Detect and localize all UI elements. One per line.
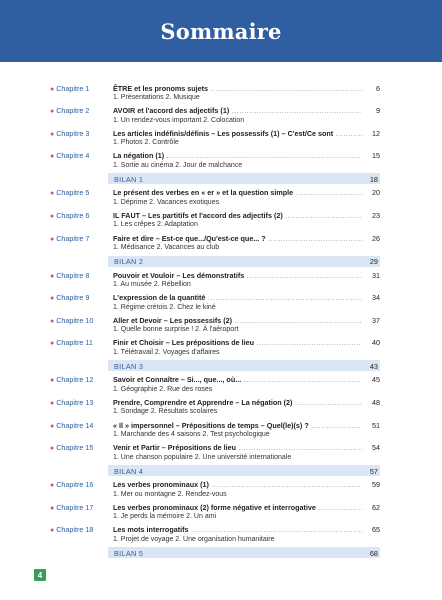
chapter-subtopics: 1. Sortie au cinéma 2. Jour de malchance	[113, 161, 243, 169]
toc-chapter-row	[0, 187, 442, 199]
bilan-row	[108, 547, 380, 558]
bilan-row	[108, 173, 380, 184]
chapter-title: Les mots interrogatifs .....	[113, 525, 378, 534]
bullet-icon: ●	[50, 272, 55, 280]
bullet-icon: ●	[50, 317, 55, 325]
page-number: 4	[34, 569, 46, 581]
chapter-label-text: Chapitre 12	[56, 375, 94, 385]
page-header	[0, 0, 442, 62]
toc-chapter-row	[0, 292, 442, 304]
chapter-label	[50, 151, 110, 160]
chapter-page-number: 59	[362, 480, 380, 489]
chapter-label-text: Chapitre 1	[56, 83, 90, 93]
chapter-label	[50, 211, 110, 220]
bullet-icon: ●	[50, 212, 55, 220]
toc-chapter-row	[0, 337, 442, 349]
chapter-page-number: 23	[362, 211, 380, 220]
chapter-title: Pouvoir et Vouloir – Les démonstratifs .....	[113, 271, 378, 280]
bilan-page-number: 18	[369, 174, 378, 184]
chapter-label	[50, 338, 110, 347]
bilan-label: BILAN 1	[114, 174, 144, 184]
chapter-label	[50, 106, 110, 115]
chapter-page-number: 37	[362, 316, 380, 325]
chapter-label-text: Chapitre 9	[56, 293, 90, 303]
bullet-icon: ●	[50, 340, 55, 348]
chapter-label	[50, 398, 110, 407]
bullet-icon: ●	[50, 190, 55, 198]
chapter-label-text: Chapitre 6	[56, 210, 90, 220]
chapter-subtopics: 1. Un rendez-vous important 2. Colocation	[113, 116, 245, 124]
chapter-subtopics: 1. Géographie 2. Rue des roses	[113, 385, 213, 393]
chapter-label	[50, 271, 110, 280]
chapter-title: « Il » impersonnel – Prépositions de temps – Quel(le)(s) ? .....	[113, 421, 378, 430]
bullet-icon: ●	[50, 85, 55, 93]
chapter-subtopics: 1. Projet de voyage 2. Une organisation humanitaire	[113, 535, 275, 543]
chapter-title: Les articles indéfinis/définis – Les possessifs (1) – C'est/Ce sont .....	[113, 129, 378, 138]
bilan-label: BILAN 2	[114, 257, 144, 267]
chapter-label	[50, 293, 110, 302]
toc-chapter-row	[0, 396, 442, 408]
chapter-page-number: 40	[362, 338, 380, 347]
chapter-subtopics: 1. Une chanson populaire 2. Une université internationale	[113, 453, 292, 461]
chapter-subtopics: 1. Mer ou montagne 2. Rendez-vous	[113, 490, 227, 498]
chapter-label	[50, 188, 110, 197]
toc-chapter-row	[0, 501, 442, 513]
bullet-icon: ●	[50, 108, 55, 116]
chapter-title: IL FAUT – Les partitifs et l'accord des adjectifs (2) .....	[113, 211, 378, 220]
toc-chapter-row	[0, 127, 442, 139]
chapter-subtopics: 1. Photos 2. Contrôle	[113, 139, 179, 147]
bilan-page-number: 68	[369, 548, 378, 558]
page-title: Sommaire	[160, 18, 282, 44]
bullet-icon: ●	[50, 153, 55, 161]
chapter-page-number: 6	[362, 84, 380, 93]
bilan-page-number: 57	[369, 466, 378, 476]
chapter-label	[50, 503, 110, 512]
chapter-title: Finir et Choisir – Les prépositions de lieu .....	[113, 338, 378, 347]
toc-chapter-row	[0, 479, 442, 491]
bilan-row	[108, 465, 380, 476]
bilan-row	[108, 256, 380, 267]
chapter-label-text: Chapitre 2	[56, 106, 90, 116]
chapter-label-text: Chapitre 16	[56, 480, 94, 490]
chapter-label-text: Chapitre 4	[56, 151, 90, 161]
chapter-page-number: 20	[362, 188, 380, 197]
toc-chapter-row	[0, 442, 442, 454]
chapter-subtopics: 1. Sondage 2. Résultats scolaires	[113, 408, 218, 416]
chapter-subtopics: 1. Présentations 2. Musique	[113, 94, 200, 101]
chapter-page-number: 62	[362, 503, 380, 512]
chapter-label-text: Chapitre 13	[56, 397, 94, 407]
chapter-page-number: 12	[362, 129, 380, 138]
toc-chapter-row	[0, 524, 442, 536]
chapter-page-number: 48	[362, 398, 380, 407]
chapter-page-number: 15	[362, 151, 380, 160]
chapter-subtopics: 1. Marchande des 4 saisons 2. Test psychologique	[113, 431, 270, 438]
chapter-page-number: 54	[362, 443, 380, 452]
toc-chapter-row	[0, 419, 442, 431]
chapter-label-text: Chapitre 7	[56, 233, 90, 243]
chapter-page-number: 65	[362, 525, 380, 534]
chapter-title: Faire et dire – Est-ce que.../Qu'est-ce que... ? .....	[113, 234, 378, 243]
bullet-icon: ●	[50, 130, 55, 138]
bullet-icon: ●	[50, 504, 55, 512]
chapter-label	[50, 316, 110, 325]
chapter-title: Le présent des verbes en « er » et la question simple .....	[113, 188, 378, 197]
toc-chapter-row	[0, 232, 442, 244]
chapter-subtopics: 1. Médisance 2. Vacances au club	[113, 244, 220, 251]
chapter-page-number: 31	[362, 271, 380, 280]
chapter-title: L'expression de la quantité .....	[113, 293, 378, 302]
chapter-label	[50, 129, 110, 138]
toc-chapter-row	[0, 150, 442, 162]
bilan-label: BILAN 5	[114, 548, 144, 558]
chapter-subtopics: 1. Je perds la mémoire 2. Un ami	[113, 513, 217, 521]
chapter-page-number: 34	[362, 293, 380, 302]
chapter-subtopics: 1. Les crêpes 2. Adaptation	[113, 221, 198, 229]
chapter-label-text: Chapitre 11	[56, 338, 93, 348]
toc-chapter-row	[0, 82, 442, 94]
chapter-page-number: 51	[362, 421, 380, 430]
chapter-label-text: Chapitre 10	[56, 315, 94, 325]
chapter-label-text: Chapitre 17	[56, 502, 94, 512]
toc-chapter-row	[0, 209, 442, 221]
bullet-icon: ●	[50, 422, 55, 430]
chapter-label	[50, 525, 110, 534]
chapter-page-number: 26	[362, 234, 380, 243]
chapter-title: Les verbes pronominaux (1) .....	[113, 480, 378, 489]
bilan-row	[108, 360, 380, 371]
chapter-label-text: Chapitre 3	[56, 128, 90, 138]
toc-chapter-row	[0, 374, 442, 386]
chapter-page-number: 45	[362, 375, 380, 384]
bullet-icon: ●	[50, 295, 55, 303]
chapter-label	[50, 443, 110, 452]
chapter-label-text: Chapitre 5	[56, 188, 90, 198]
bullet-icon: ●	[50, 482, 55, 490]
bilan-page-number: 43	[369, 361, 378, 371]
chapter-label	[50, 421, 110, 430]
toc-chapter-row	[0, 314, 442, 326]
chapter-subtopics: 1. Déprime 2. Vacances exotiques	[113, 198, 220, 206]
bullet-icon: ●	[50, 527, 55, 535]
chapter-title: Savoir et Connaître – Si..., que..., où... .....	[113, 375, 378, 384]
bilan-label: BILAN 4	[114, 466, 144, 476]
chapter-label-text: Chapitre 18	[56, 525, 94, 535]
chapter-subtopics: 1. Au musée 2. Rébellion	[113, 281, 191, 288]
chapter-subtopics: 1. Télétravail 2. Voyages d'affaires	[113, 348, 220, 356]
chapter-label-text: Chapitre 15	[56, 443, 94, 453]
bullet-icon: ●	[50, 235, 55, 243]
chapter-title: AVOIR et l'accord des adjectifs (1) .....	[113, 106, 378, 115]
chapter-label	[50, 84, 110, 93]
chapter-title: La négation (1) .....	[113, 151, 378, 160]
toc-chapter-row	[0, 105, 442, 117]
chapter-title: Aller et Devoir – Les possessifs (2) .....	[113, 316, 378, 325]
chapter-label	[50, 234, 110, 243]
chapter-subtopics: 1. Régime crétois 2. Chez le kiné	[113, 303, 216, 311]
bullet-icon: ●	[50, 399, 55, 407]
chapter-label	[50, 480, 110, 489]
toc-chapter-row	[0, 269, 442, 281]
chapter-label-text: Chapitre 8	[56, 270, 90, 280]
chapter-title: ÊTRE et les pronoms sujets .....	[113, 84, 378, 93]
bullet-icon: ●	[50, 445, 55, 453]
chapter-title: Les verbes pronominaux (2) forme négative et interrogative .....	[113, 503, 378, 512]
bilan-label: BILAN 3	[114, 361, 144, 371]
chapter-title: Venir et Partir – Prépositions de lieu .....	[113, 443, 378, 452]
bilan-page-number: 29	[369, 257, 378, 267]
chapter-title: Prendre, Comprendre et Apprendre – La négation (2) .....	[113, 398, 378, 407]
bullet-icon: ●	[50, 377, 55, 385]
chapter-label-text: Chapitre 14	[56, 420, 94, 430]
chapter-page-number: 9	[362, 106, 380, 115]
chapter-label	[50, 375, 110, 384]
chapter-subtopics: 1. Quelle bonne surprise ! 2. À l'aéroport	[113, 326, 239, 334]
